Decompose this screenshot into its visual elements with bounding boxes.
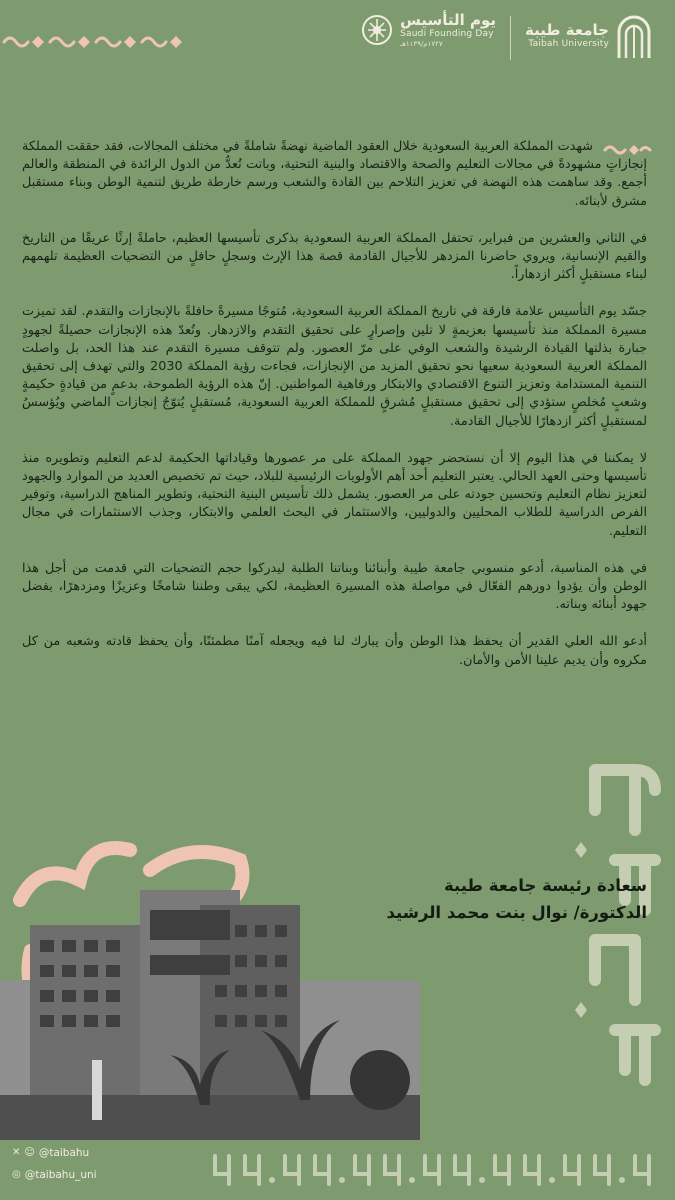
instagram-row[interactable] <box>12 1164 97 1186</box>
top-ornament <box>0 24 200 60</box>
taibah-arch-icon <box>615 12 653 60</box>
snapchat-icon: ☺ <box>24 1147 35 1158</box>
taibah-name-en: Taibah University <box>528 39 609 50</box>
founding-day-logo <box>360 12 496 48</box>
founding-day-emblem-icon <box>360 13 394 47</box>
header-logos <box>360 12 653 64</box>
taibah-university-logo <box>525 12 653 60</box>
instagram-handle: @taibahu_uni <box>24 1169 97 1181</box>
paragraph-6: أدعو الله العلي القدير أن يحفظ هذا الوطن وأن يبارك لنا فيه ويجعله آمنًا مطمئنًا، وأن يحفظ قادته وشعبه من كل مكروه وأن يديم علينا الأمن والأمان. <box>22 634 647 668</box>
paragraph-5: في هذه المناسبة، أدعو منسوبي جامعة طيبة وأبنائنا وبناتنا الطلبة ليدركوا حجم التضحيات التي قدمت من أجل هذا الوطن وأن يؤدوا دورهم الفعّال في مواصلة هذه المسيرة العظيمة، لكي يبقى وطننا شامخًا وعزيزًا ومزدهرًا، بفضل جهود أبنائه وبناته. <box>22 560 647 613</box>
instagram-icon: ◎ <box>12 1169 21 1180</box>
founding-day-name-en: Saudi Founding Day <box>400 29 494 40</box>
taibah-name-ar: جامعة طيبة <box>525 21 609 40</box>
paragraph-4: لا يمكننا في هذا اليوم إلا أن نستحضر جهود المملكة على مر عصورها وقياداتها الحكيمة لدعم التعليم وتطويره منذ تأسيسها وحتى العهد الحالي. يعتبر التعليم أحد أهم الأولويات الرئيسية للبلاد، حيث تم تخصيص العديد من الموارد والجهود لتعزيز نظام التعليم وتحسين جودته على مر العصور. يشمل ذلك تأسيس البنية التحتية، وتطوير المناهج الدراسية، وتوفير الفرص الدراسية للطلاب المحليين والدوليين، والاستثمار في البحث العلمي والابتكار، وجذب الاستثمارات في مجال التعليم. <box>22 450 647 539</box>
paragraph-3: جسّد يوم التأسيس علامة فارقة في تاريخ المملكة العربية السعودية، مُتوجًا مسيرةً حافلةً بالإنجازات والتقدم. لقد تميزت مسيرة المملكة منذ تأسيسها بعزيمةٍ لا تلين وإصرارٍ على تحقيق التقدم والازدهار. وتُعدّ هذه الإنجازات حصيلةً لجهودٍ جبارة بذلتها القيادة الرشيدة والشعب الوفي على مرّ العصور. ولم تتوقف مسيرة التقدم عند هذا الحد، بل واصلت المملكة العربية السعودية سعيها نحو تحقيق المزيد من الإنجازات، فجاءت رؤية المملكة 2030 والتي تهدف إلى تحقيق التنمية المستدامة وتعزيز التنوع الاقتصادي والابتكار ورفاهية المواطنين. إنّ هذه الرؤية الطموحة، بدعمٍ من قيادةٍ حكيمةٍ وشعبٍ مُخلصٍ ستؤدي إلى تحقيق مستقبلٍ مُشرقٍ للمملكة العربية السعودية، مُستقبلٍ يُتوّجُ إنجازات الماضي ويُؤسسُ لمستقبلٍ أكثر ازدهارًا للأجيال القادمة. <box>22 304 648 429</box>
social-handles <box>12 1142 97 1186</box>
footer-pattern <box>205 1146 675 1186</box>
paragraph-1: شهدت المملكة العربية السعودية خلال العقود الماضية نهضةً شاملةً في مختلف المجالات، فقد حققت المملكة إنجازاتٍ مشهودةً في مجالات التعليم والصحة والاقتصاد والبنية التحتية، وباتت تُعدُّ من الدول الرائدة في المنطقة والعالم أجمع. وقد ساهمت هذه النهضة في تعزيز التلاحم بين القادة والشعب ورسم خارطة طريق لتنمية الوطن وبناء مستقبل مشرق لأبنائه. <box>22 139 647 209</box>
signature-block <box>386 872 647 926</box>
twitter-icon: ✕ <box>12 1147 21 1158</box>
article-body <box>22 138 647 689</box>
university-building-photo <box>0 830 420 1140</box>
founding-day-date: ١٧٢٧م/١١٣٩هـ <box>400 39 443 48</box>
twitter-handle: @taibahu <box>38 1147 90 1159</box>
founding-day-name-ar: يوم التأسيس <box>400 11 496 29</box>
paragraph-2: في الثاني والعشرين من فبراير، تحتفل المملكة العربية السعودية بذكرى تأسيسها العظيم، حاملةً إرثًا عريقًا من التاريخ والقيم الإنسانية، ويروي حاضرنا المزدهر للأجيال القادمة قصة هذا الإرث وسجلٍ حافلٍ من التضحيات العظيمة تلهمهم لبناء مستقبلٍ أكثر ازدهاراً. <box>22 230 647 283</box>
signature-title: سعادة رئيسة جامعة طيبة <box>443 876 647 895</box>
side-ornament <box>565 750 675 1110</box>
signature-name: الدكتورة/ نوال بنت محمد الرشيد <box>386 903 647 922</box>
twitter-row[interactable] <box>12 1142 97 1164</box>
logo-divider <box>510 16 511 60</box>
